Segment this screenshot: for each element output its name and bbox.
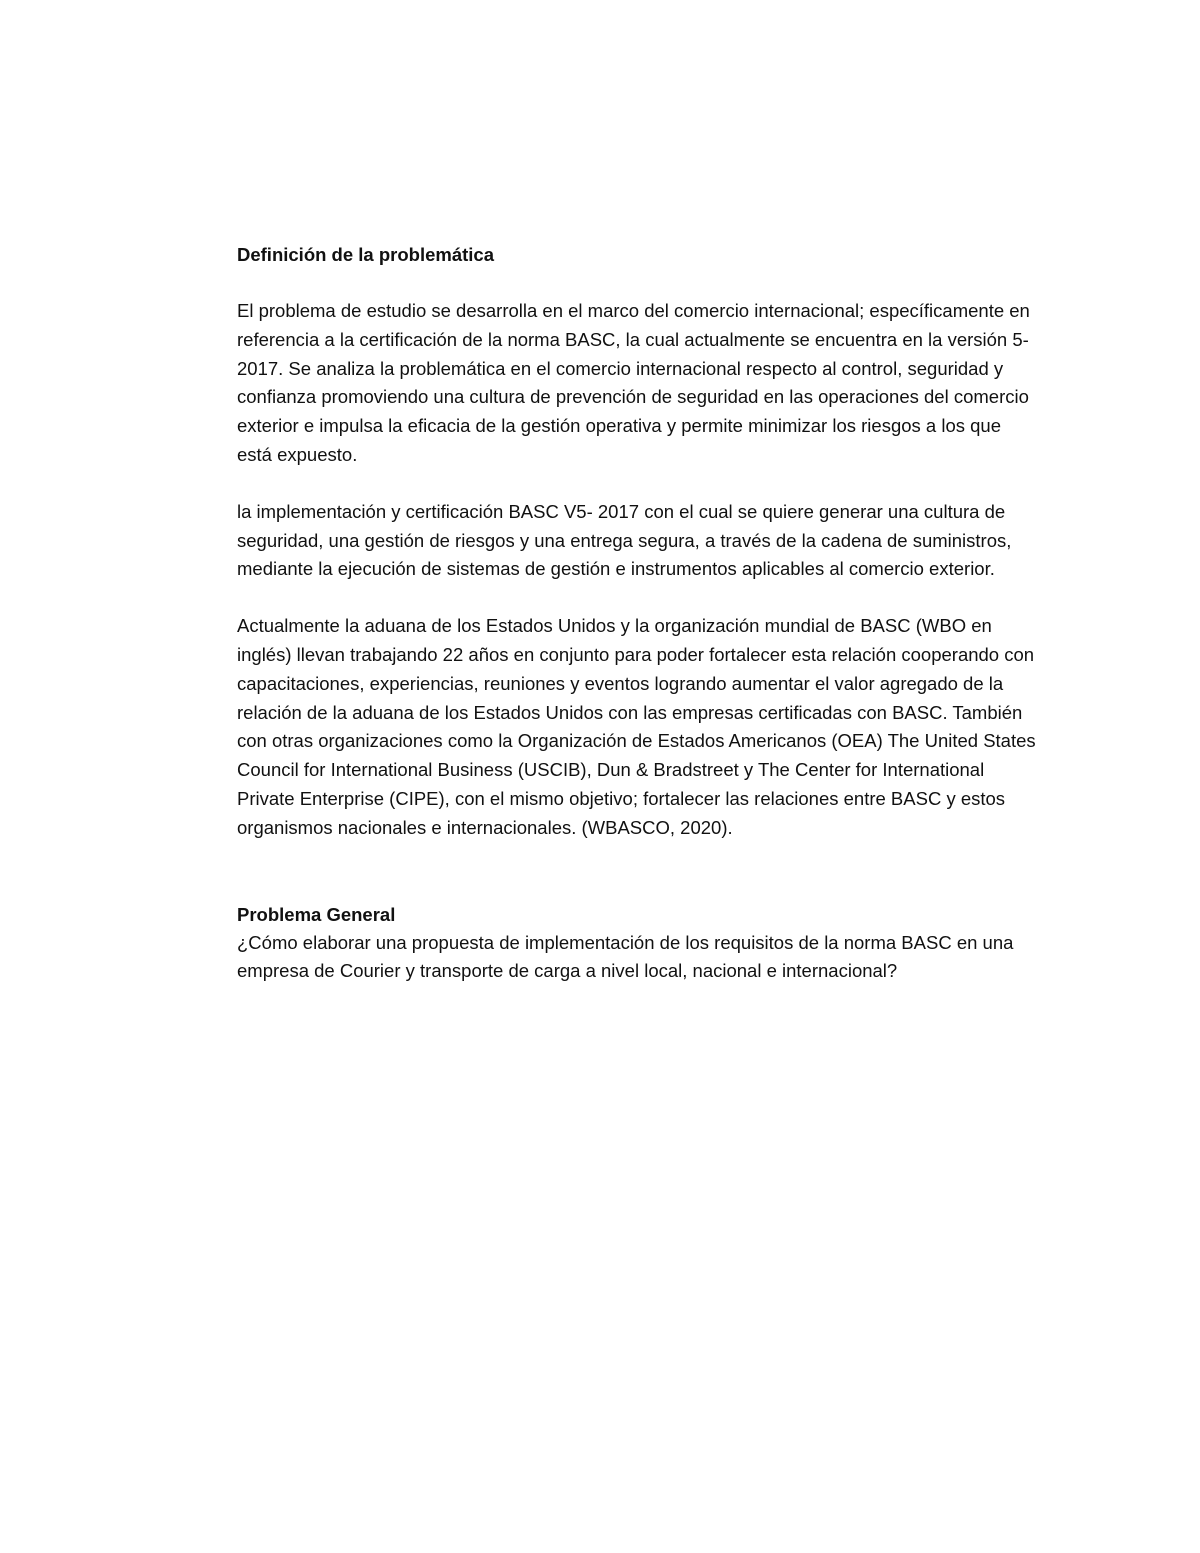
spacer	[237, 584, 1037, 612]
section-title-general-problem: Problema General	[237, 903, 396, 925]
spacer	[237, 843, 1037, 900]
paragraph-basc-implementation: la implementación y certificación BASC V5- 2017 con el cual se quiere generar una cultura de seguridad, una gestión de riesgos y una entrega segura, a través de la cadena de suministros, mediante la ejecución de sistemas de gestión e instrumentos aplicables al comercio exterior.	[237, 500, 1012, 580]
spacer	[237, 269, 1037, 297]
paragraph-customs-cooperation: Actualmente la aduana de los Estados Unidos y la organización mundial de BASC (WBO en inglés) llevan trabajando 22 años en conjunto para poder fortalecer esta relación cooperando con capacitaciones, experiencias, reuniones y eventos logrando aumentar el valor agregado de la relación de la aduana de los Estados Unidos con las empresas certificadas con BASC. También con otras organizaciones como la Organización de Estados Americanos (OEA) The United States Council for International Business (USCIB), Dun & Bradstreet y The Center for International Private Enterprise (CIPE), con el mismo objetivo; fortalecer las relaciones entre BASC y estos organismos nacionales e internacionales. (WBASCO, 2020).	[237, 615, 1036, 838]
document-body	[237, 240, 1037, 986]
general-problem-question: ¿Cómo elaborar una propuesta de implementación de los requisitos de la norma BASC en una empresa de Courier y transporte de carga a nivel local, nacional e internacional?	[237, 931, 1014, 982]
paragraph-problem-context: El problema de estudio se desarrolla en el marco del comercio internacional; específicamente en referencia a la certificación de la norma BASC, la cual actualmente se encuentra en la versión 5-2017. Se analiza la problemática en el comercio internacional respecto al control, seguridad y confianza promoviendo una cultura de prevención de seguridad en las operaciones del comercio exterior e impulsa la eficacia de la gestión operativa y permite minimizar los riesgos a los que está expuesto.	[237, 300, 1030, 465]
spacer	[237, 470, 1037, 498]
section-title-problem-definition: Definición de la problemática	[237, 244, 495, 265]
